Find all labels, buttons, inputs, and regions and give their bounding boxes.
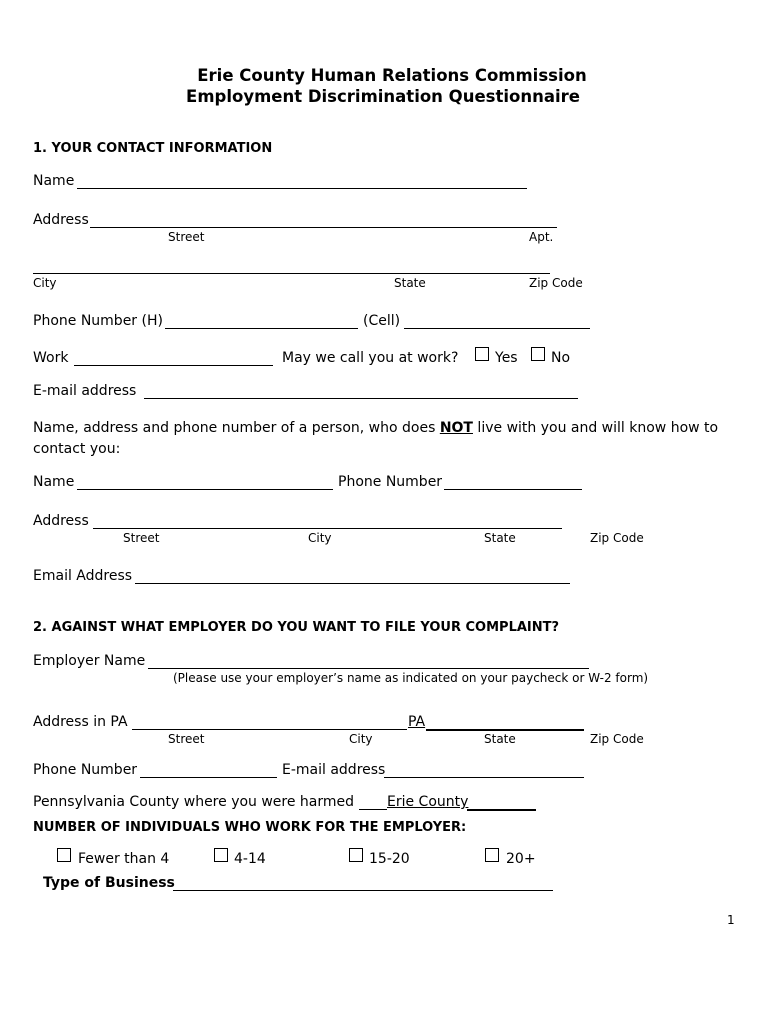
employer-name-label: Employer Name xyxy=(33,653,146,669)
no-label: No xyxy=(551,350,571,366)
phone-home-label: Phone Number (H) xyxy=(33,313,163,329)
form-subtitle: Employment Discrimination Questionnaire xyxy=(186,87,580,106)
employer-name-field[interactable] xyxy=(148,668,589,669)
yes-checkbox[interactable] xyxy=(475,347,489,361)
business-type-field[interactable] xyxy=(173,890,553,891)
email-field[interactable] xyxy=(144,398,578,399)
contact-zip-caption: Zip Code xyxy=(590,531,644,545)
employer-email-field[interactable] xyxy=(384,777,584,778)
contact-phone-label: Phone Number xyxy=(338,474,443,490)
city-state-zip-field[interactable] xyxy=(33,273,550,274)
20-plus-checkbox[interactable] xyxy=(485,848,499,862)
contact-phone-field[interactable] xyxy=(444,489,582,490)
work-phone-field[interactable] xyxy=(74,365,273,366)
state-caption: State xyxy=(394,276,426,290)
email-label: E-mail address xyxy=(33,383,137,399)
address-pa-field[interactable] xyxy=(132,729,407,730)
county-value: Erie County xyxy=(387,794,469,810)
contact-email-label: Email Address xyxy=(33,568,133,584)
contact-street-caption: Street xyxy=(123,531,160,545)
address-label: Address xyxy=(33,212,89,228)
15-20-checkbox[interactable] xyxy=(349,848,363,862)
section1-heading: 1. YOUR CONTACT INFORMATION xyxy=(33,141,273,156)
call-at-work-label: May we call you at work? xyxy=(282,350,459,366)
4-14-label: 4-14 xyxy=(234,851,266,867)
no-checkbox[interactable] xyxy=(531,347,545,361)
name-field[interactable] xyxy=(77,188,527,189)
employer-zip-caption: Zip Code xyxy=(590,732,644,746)
contact-intro-not: NOT xyxy=(439,420,473,436)
employer-phone-field[interactable] xyxy=(140,777,277,778)
contact-address-label: Address xyxy=(33,513,89,529)
contact-name-field[interactable] xyxy=(77,489,333,490)
contact-intro-text xyxy=(33,420,718,436)
city-caption: City xyxy=(33,276,57,290)
county-label: Pennsylvania County where you were harmed xyxy=(33,794,355,810)
employer-state-caption: State xyxy=(484,732,516,746)
employer-note: (Please use your employer’s name as indicated on your paycheck or W-2 form) xyxy=(173,671,649,685)
address-pa-label: Address in PA xyxy=(33,714,128,730)
contact-intro-line2: contact you: xyxy=(33,441,121,457)
section2-heading: 2. AGAINST WHAT EMPLOYER DO YOU WANT TO FILE YOUR COMPLAINT? xyxy=(33,620,560,635)
contact-name-label: Name xyxy=(33,474,75,490)
business-type-label: Type of Business xyxy=(43,875,175,891)
name-label: Name xyxy=(33,173,75,189)
employer-street-caption: Street xyxy=(168,732,205,746)
20-plus-label: 20+ xyxy=(506,851,536,867)
form-title: Erie County Human Relations Commission xyxy=(197,66,587,85)
employer-phone-label: Phone Number xyxy=(33,762,138,778)
page-number: 1 xyxy=(727,913,735,927)
employer-city-caption: City xyxy=(349,732,373,746)
pa-zip-field[interactable] xyxy=(426,729,584,731)
fewer-than-4-label: Fewer than 4 xyxy=(78,851,170,867)
yes-label: Yes xyxy=(495,350,518,366)
contact-intro-pre: Name, address and phone number of a person, who does xyxy=(33,420,440,436)
15-20-label: 15-20 xyxy=(369,851,410,867)
apt-caption: Apt. xyxy=(529,230,554,244)
county-field-tail[interactable] xyxy=(467,809,536,811)
contact-state-caption: State xyxy=(484,531,516,545)
phone-cell-field[interactable] xyxy=(404,328,590,329)
fewer-than-4-checkbox[interactable] xyxy=(57,848,71,862)
contact-city-caption: City xyxy=(308,531,332,545)
phone-cell-label: (Cell) xyxy=(363,313,401,329)
employer-email-label: E-mail address xyxy=(282,762,386,778)
contact-intro-post: live with you and will know how to xyxy=(472,420,719,436)
work-phone-label: Work xyxy=(33,350,69,366)
employee-count-heading: NUMBER OF INDIVIDUALS WHO WORK FOR THE EMPLOYER: xyxy=(33,820,467,835)
address-field[interactable] xyxy=(90,227,557,228)
phone-home-field[interactable] xyxy=(165,328,358,329)
street-caption: Street xyxy=(168,230,205,244)
zip-caption: Zip Code xyxy=(529,276,583,290)
4-14-checkbox[interactable] xyxy=(214,848,228,862)
county-field-lead[interactable] xyxy=(359,809,387,810)
contact-address-field[interactable] xyxy=(93,528,562,529)
contact-email-field[interactable] xyxy=(135,583,570,584)
pa-state-value: PA xyxy=(408,714,426,730)
